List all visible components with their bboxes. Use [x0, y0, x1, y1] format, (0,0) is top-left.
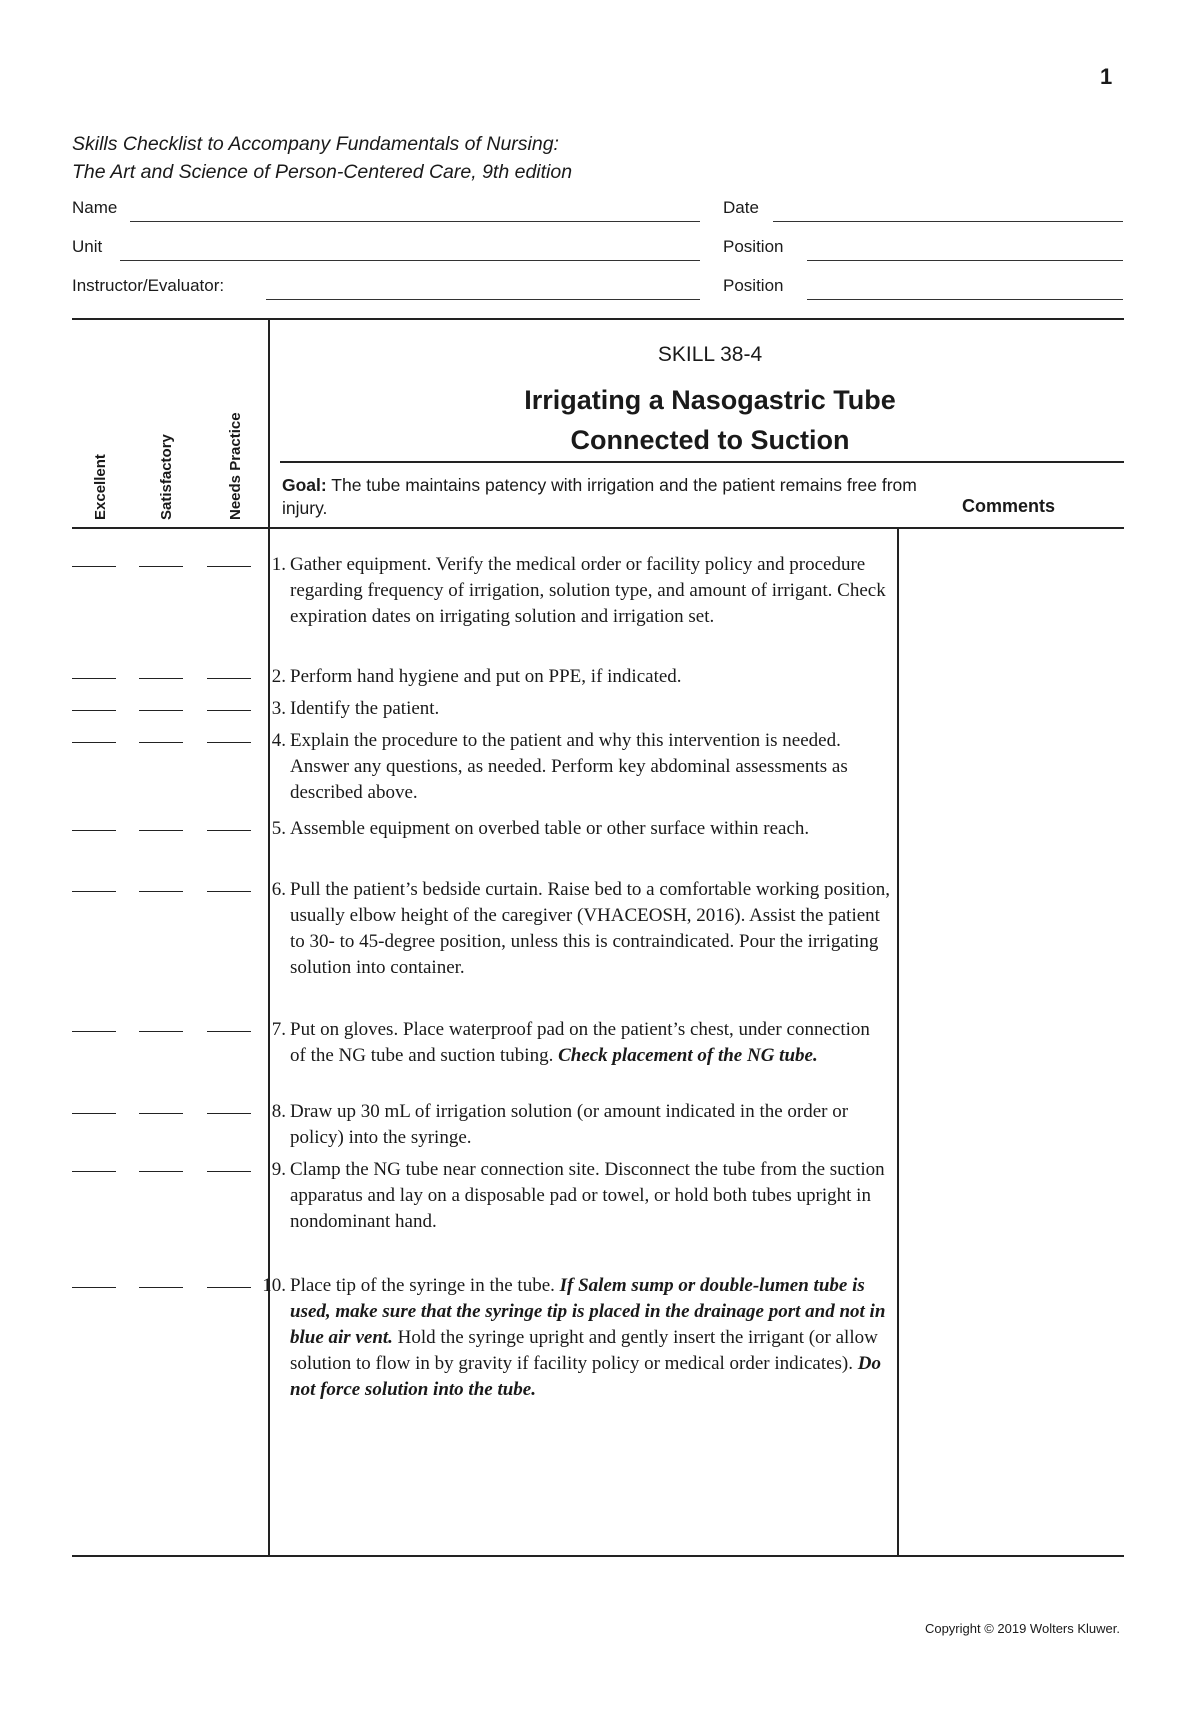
rating-column-divider [268, 319, 270, 1556]
comments-header: Comments [962, 496, 1056, 516]
step-number: 2. [271, 666, 286, 687]
rating-header-excellent: Excellent [92, 454, 109, 520]
step-text: Clamp the NG tube near connection site. Disconnect the tube from the suction apparatus and lay on a disposable pad or towel, or hold both tubes upright in nondominant hand. [290, 1159, 885, 1232]
step-text: Assemble equipment on overbed table or other surface within reach. [290, 818, 810, 839]
step-10-satisfactory-blank[interactable] [139, 1287, 183, 1288]
step-emphasis: If Salem sump or double-lumen tube is used, make sure that the syringe tip is placed in the drainage port and not in blue air vent. [290, 1275, 886, 1348]
step-text: Perform hand hygiene and put on PPE, if indicated. [290, 666, 682, 687]
step-3-satisfactory-blank[interactable] [139, 710, 183, 711]
unit-label: Unit [72, 237, 103, 256]
comments-column-divider [897, 528, 899, 1556]
rating-header-needs-practice: Needs Practice [227, 412, 244, 520]
step-text-continued: Hold the syringe upright and gently insert the irrigant (or allow solution to flow in by gravity if facility policy or medical order indicates). [290, 1327, 878, 1374]
step-number: 7. [271, 1019, 286, 1040]
step-number: 9. [271, 1159, 286, 1180]
book-title-line-2: The Art and Science of Person-Centered Care, 9th edition [72, 161, 573, 183]
book-title-line-1: Skills Checklist to Accompany Fundamentals of Nursing: [72, 133, 559, 155]
step-text: Gather equipment. Verify the medical order or facility policy and procedure regarding frequency of irrigation, solution type, and amount of irrigant. Check expiration dates on irrigating solution and irrigation set. [290, 554, 886, 627]
step-9-satisfactory-blank[interactable] [139, 1171, 183, 1172]
step-4-excellent-blank[interactable] [72, 742, 116, 743]
step-7-needs-practice-blank[interactable] [207, 1031, 251, 1032]
name-label: Name [72, 198, 118, 217]
step-9 [271, 1157, 890, 1235]
table-bottom-rule [72, 1555, 1124, 1557]
step-10 [262, 1273, 890, 1403]
position-field-row-2 [723, 276, 1123, 304]
step-number: 5. [271, 818, 286, 839]
rating-header-satisfactory: Satisfactory [158, 434, 175, 520]
step-number: 1. [271, 554, 286, 575]
step-1-excellent-blank[interactable] [72, 566, 116, 567]
step-emphasis: Check placement of the NG tube. [558, 1045, 818, 1066]
step-text: Put on gloves. Place waterproof pad on the patient’s chest, under connection of the NG tube and suction tubing. [290, 1019, 870, 1066]
step-text: Place tip of the syringe in the tube. [290, 1275, 555, 1296]
step-10-excellent-blank[interactable] [72, 1287, 116, 1288]
step-4 [271, 728, 890, 806]
step-10-needs-practice-blank[interactable] [207, 1287, 251, 1288]
step-6-satisfactory-blank[interactable] [139, 891, 183, 892]
step-4-needs-practice-blank[interactable] [207, 742, 251, 743]
step-3-needs-practice-blank[interactable] [207, 710, 251, 711]
unit-field-row [72, 237, 700, 265]
step-number: 3. [271, 698, 286, 719]
book-title [72, 130, 572, 186]
step-text: Explain the procedure to the patient and why this intervention is needed. Answer any questions, as needed. Perform key abdominal assessments as described above. [290, 730, 848, 803]
step-2-needs-practice-blank[interactable] [207, 678, 251, 679]
name-field[interactable] [130, 221, 700, 222]
step-7-satisfactory-blank[interactable] [139, 1031, 183, 1032]
step-8-needs-practice-blank[interactable] [207, 1113, 251, 1114]
goal-text: The tube maintains patency with irrigation and the patient remains free from injury. [282, 475, 917, 518]
step-number: 4. [271, 730, 286, 751]
step-5 [271, 816, 890, 842]
name-field-row [72, 198, 700, 226]
step-7-excellent-blank[interactable] [72, 1031, 116, 1032]
step-2-satisfactory-blank[interactable] [139, 678, 183, 679]
step-6-excellent-blank[interactable] [72, 891, 116, 892]
instructor-label: Instructor/Evaluator: [72, 276, 225, 295]
step-6 [271, 877, 890, 981]
copyright-notice: Copyright © 2019 Wolters Kluwer. [924, 1621, 1120, 1636]
date-field[interactable] [773, 221, 1123, 222]
step-1-needs-practice-blank[interactable] [207, 566, 251, 567]
skill-number: SKILL 38-4 [657, 343, 763, 366]
position-label-1: Position [723, 237, 784, 256]
step-8-satisfactory-blank[interactable] [139, 1113, 183, 1114]
goal-statement [282, 474, 922, 520]
step-8 [271, 1099, 890, 1151]
position-field-1[interactable] [807, 260, 1123, 261]
step-2 [271, 664, 890, 690]
step-1 [271, 552, 890, 630]
step-4-satisfactory-blank[interactable] [139, 742, 183, 743]
step-text: Identify the patient. [290, 698, 440, 719]
step-text: Draw up 30 mL of irrigation solution (or amount indicated in the order or policy) into the syringe. [290, 1101, 849, 1148]
step-5-needs-practice-blank[interactable] [207, 830, 251, 831]
step-number: 10. [262, 1275, 286, 1296]
position-field-2[interactable] [807, 299, 1123, 300]
table-top-rule [72, 318, 1124, 320]
step-9-needs-practice-blank[interactable] [207, 1171, 251, 1172]
step-emphasis-continued: Do not force solution into the tube. [290, 1353, 881, 1400]
header-bottom-rule [72, 527, 1124, 529]
step-6-needs-practice-blank[interactable] [207, 891, 251, 892]
step-text: Pull the patient’s bedside curtain. Raise bed to a comfortable working position, usually elbow height of the caregiver (VHACEOSH, 2016). Assist the patient to 30- to 45-degree position, unless this is contraindicated. Pour the irrigating solution into container. [290, 879, 890, 978]
title-divider-rule [280, 461, 1124, 463]
skill-title-line-1: Irrigating a Nasogastric Tube [524, 385, 896, 415]
position-label-2: Position [723, 276, 784, 295]
skill-title-line-2: Connected to Suction [570, 425, 850, 455]
step-3-excellent-blank[interactable] [72, 710, 116, 711]
step-number: 8. [271, 1101, 286, 1122]
step-1-satisfactory-blank[interactable] [139, 566, 183, 567]
position-field-row-1 [723, 237, 1123, 265]
page-number: 1 [1100, 64, 1113, 89]
skill-title [270, 380, 1150, 460]
date-field-row [723, 198, 1123, 226]
date-label: Date [723, 198, 759, 217]
step-5-excellent-blank[interactable] [72, 830, 116, 831]
step-3 [271, 696, 890, 722]
instructor-field-row [72, 276, 700, 304]
instructor-field[interactable] [266, 299, 700, 300]
goal-label: Goal: [282, 475, 327, 495]
step-8-excellent-blank[interactable] [72, 1113, 116, 1114]
step-9-excellent-blank[interactable] [72, 1171, 116, 1172]
step-7 [271, 1017, 890, 1069]
step-5-satisfactory-blank[interactable] [139, 830, 183, 831]
unit-field[interactable] [120, 260, 700, 261]
step-number: 6. [271, 879, 286, 900]
step-2-excellent-blank[interactable] [72, 678, 116, 679]
